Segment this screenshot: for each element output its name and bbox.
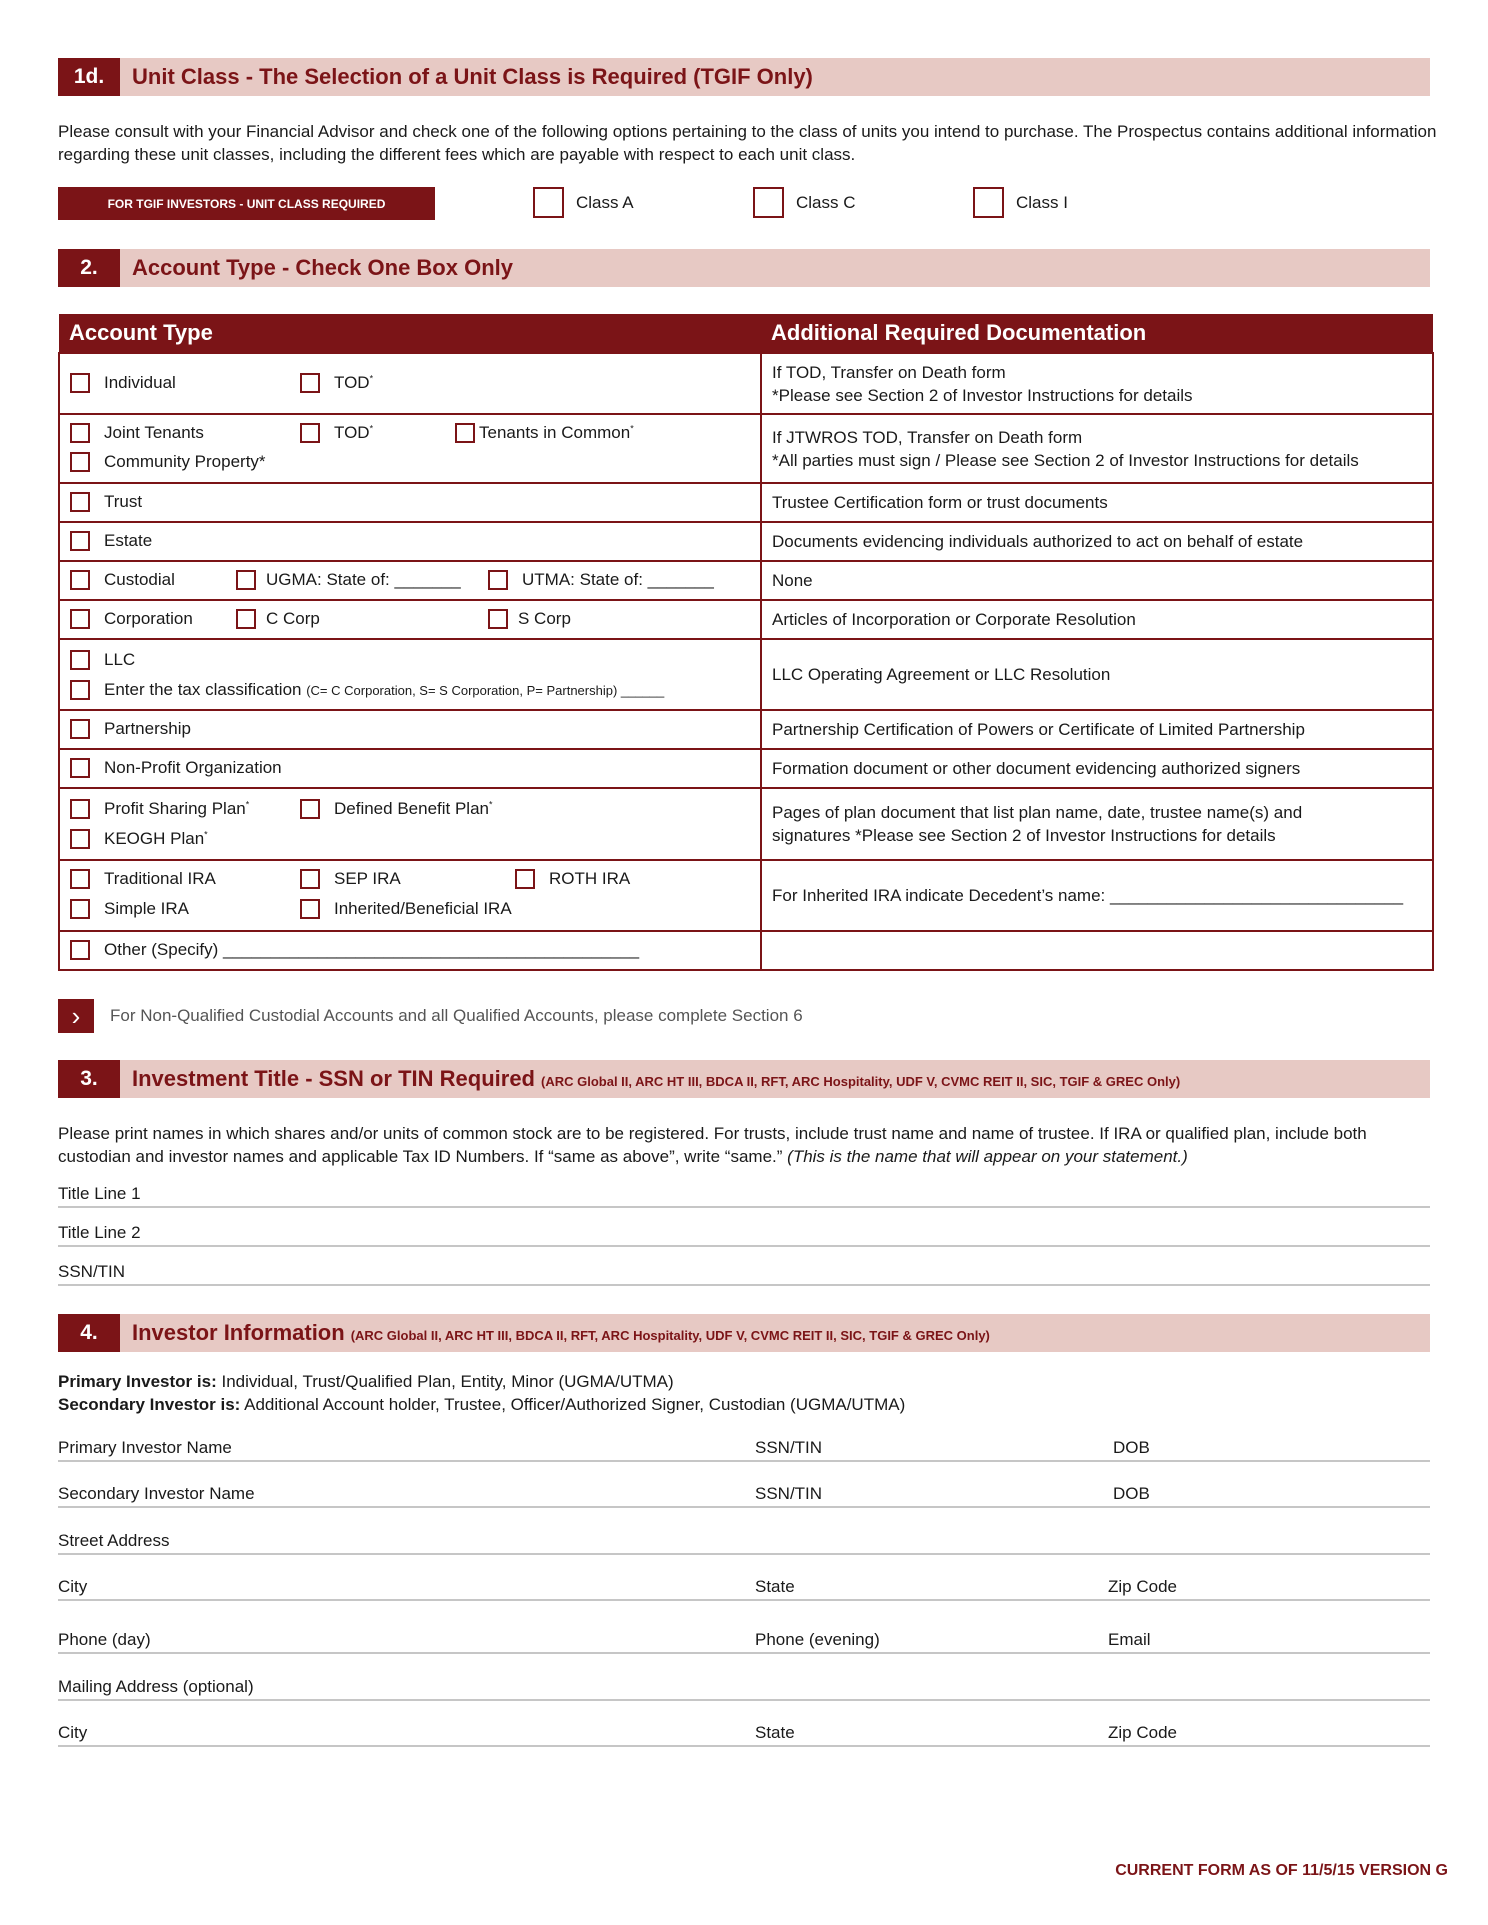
section-title-text: Investment Title - SSN or TIN Required (132, 1066, 535, 1091)
sep-ira-checkbox[interactable] (300, 869, 320, 889)
keogh-checkbox[interactable] (70, 829, 90, 849)
profit-sharing-option[interactable] (70, 799, 249, 819)
keogh-label: KEOGH Plan (104, 829, 205, 848)
other-checkbox[interactable] (70, 940, 90, 960)
trust-checkbox[interactable] (70, 492, 90, 512)
field-label: State (755, 1723, 795, 1742)
class-a-option[interactable] (533, 187, 634, 218)
ssn-tin-field[interactable] (58, 1256, 1430, 1286)
doc-joint (761, 414, 1433, 483)
sep-ira-label: SEP IRA (334, 869, 401, 888)
primary-investor-row[interactable] (58, 1432, 1430, 1462)
individual-option[interactable] (70, 373, 176, 393)
phone-email-row[interactable] (58, 1624, 1430, 1654)
field-label: DOB (1113, 1438, 1150, 1457)
tenants-in-common-label: Tenants in Common (479, 423, 631, 442)
doc-line: Pages of plan document that list plan name, date, trustee name(s) and (772, 803, 1303, 822)
doc-line: signatures *Please see Section 2 of Investor Instructions for details (772, 826, 1276, 845)
section-title-note: (ARC Global II, ARC HT III, BDCA II, RFT, ARC Hospitality, UDF V, CVMC REIT II, SIC, TGIF & GREC Only) (541, 1074, 1181, 1089)
account-type-table (58, 314, 1434, 971)
investment-title-intro (58, 1122, 1438, 1168)
asterisk-mark: * (204, 829, 208, 840)
field-label: Phone (evening) (755, 1630, 880, 1649)
tod-label: TOD (334, 373, 370, 392)
corporation-checkbox[interactable] (70, 609, 90, 629)
doc-other (761, 931, 1433, 970)
estate-option[interactable] (70, 531, 152, 551)
doc-partnership: Partnership Certification of Powers or Certificate of Limited Partnership (761, 710, 1433, 749)
field-label: SSN/TIN (755, 1438, 823, 1457)
doc-trust: Trustee Certification form or trust documents (761, 483, 1433, 522)
joint-tenants-checkbox[interactable] (70, 423, 90, 443)
city-state-zip-row[interactable] (58, 1571, 1430, 1601)
doc-individual (761, 353, 1433, 414)
asterisk-mark: * (369, 373, 374, 384)
estate-label: Estate (104, 531, 153, 550)
doc-ira[interactable]: For Inherited IRA indicate Decedent’s name: _______________________________ (761, 860, 1433, 931)
chevron-right-icon: › (58, 999, 94, 1033)
tod-checkbox[interactable] (300, 373, 320, 393)
field-label: Phone (day) (58, 1630, 151, 1649)
asterisk-mark: * (630, 423, 634, 434)
section-2-header (58, 249, 1430, 287)
llc-checkbox[interactable] (70, 650, 90, 670)
joint-tod-option[interactable] (300, 423, 373, 443)
estate-checkbox[interactable] (70, 531, 90, 551)
row-llc (59, 639, 761, 710)
row-individual (59, 353, 761, 414)
unit-class-required-label: FOR TGIF INVESTORS - UNIT CLASS REQUIRED (58, 187, 435, 220)
field-label: Zip Code (1108, 1723, 1177, 1742)
individual-label: Individual (104, 373, 176, 392)
row-trust (59, 483, 761, 522)
field-label: Title Line 2 (58, 1223, 141, 1242)
doc-estate: Documents evidencing individuals authorized to act on behalf of estate (761, 522, 1433, 561)
field-label: Primary Investor Name (58, 1438, 232, 1457)
inherited-ira-label: Inherited/Beneficial IRA (334, 899, 512, 918)
row-plans (59, 788, 761, 860)
defined-benefit-option[interactable] (300, 799, 493, 819)
inherited-ira-option[interactable] (300, 899, 512, 919)
simple-ira-option[interactable] (70, 899, 189, 919)
s-corp-option[interactable] (488, 609, 571, 629)
row-partnership (59, 710, 761, 749)
corporation-label: Corporation (104, 609, 193, 628)
non-profit-option[interactable] (70, 758, 282, 778)
unit-class-intro: Please consult with your Financial Advisor and check one of the following options pertaining to the class of units you intend to purchase. The Prospectus contains additional information regarding these unit classes, including the different fees which are payable with respect to each unit class. (58, 122, 1437, 164)
section-number: 2. (58, 249, 120, 287)
llc-label: LLC (104, 650, 136, 669)
non-profit-checkbox[interactable] (70, 758, 90, 778)
defined-benefit-label: Defined Benefit Plan (334, 799, 489, 818)
section-6-note: For Non-Qualified Custodial Accounts and all Qualified Accounts, please complete Section 6 (110, 1006, 803, 1025)
individual-checkbox[interactable] (70, 373, 90, 393)
tax-classification-option[interactable] (70, 680, 664, 700)
field-label: Email (1108, 1630, 1151, 1649)
corporation-option[interactable] (70, 609, 193, 629)
intro-italic: (This is the name that will appear on your statement.) (787, 1147, 1188, 1166)
field-label: Street Address (58, 1531, 170, 1550)
class-i-option[interactable] (973, 187, 1068, 218)
title-line-2-field[interactable] (58, 1217, 1430, 1247)
field-label: City (58, 1723, 88, 1742)
row-ira (59, 860, 761, 931)
field-label: SSN/TIN (58, 1262, 126, 1281)
section-title: Account Type - Check One Box Only (132, 255, 513, 280)
account-type-column-header: Account Type (59, 314, 761, 353)
asterisk-mark: * (369, 423, 374, 434)
row-joint (59, 414, 761, 483)
title-line-1-field[interactable] (58, 1178, 1430, 1208)
section-number: 3. (58, 1060, 120, 1098)
field-label: Zip Code (1108, 1577, 1177, 1596)
partnership-label: Partnership (104, 719, 191, 738)
doc-line: *Please see Section 2 of Investor Instructions for details (772, 385, 1193, 405)
field-label: Mailing Address (optional) (58, 1677, 254, 1696)
custodial-option[interactable] (70, 570, 175, 590)
simple-ira-checkbox[interactable] (70, 899, 90, 919)
profit-sharing-checkbox[interactable] (70, 799, 90, 819)
tod-label: TOD (334, 423, 370, 442)
c-corp-label: C Corp (266, 609, 320, 628)
doc-plans (761, 788, 1433, 860)
section-number: 1d. (58, 58, 120, 96)
section-1d-header (58, 58, 1430, 96)
trust-option[interactable] (70, 492, 142, 512)
section-title (132, 1060, 1180, 1098)
documentation-column-header: Additional Required Documentation (761, 314, 1433, 353)
partnership-checkbox[interactable] (70, 719, 90, 739)
section-3-header (58, 1060, 1430, 1098)
keogh-option[interactable] (70, 829, 208, 849)
class-c-option[interactable] (753, 187, 856, 218)
section-title-text: Investor Information (132, 1320, 345, 1345)
doc-line: If JTWROS TOD, Transfer on Death form (772, 427, 1083, 447)
doc-line: *All parties must sign / Please see Section 2 of Investor Instructions for details (772, 450, 1359, 470)
street-address-row[interactable] (58, 1525, 1430, 1555)
class-i-checkbox[interactable] (973, 187, 1004, 218)
doc-custodial: None (761, 561, 1433, 600)
row-non-profit (59, 749, 761, 788)
class-i-label: Class I (1016, 192, 1068, 212)
secondary-value: Additional Account holder, Trustee, Officer/Authorized Signer, Custodian (UGMA/UTMA) (240, 1395, 906, 1414)
roth-ira-option[interactable] (515, 869, 630, 889)
simple-ira-label: Simple IRA (104, 899, 190, 918)
other-label: Other (Specify) ____________________________________________ (104, 940, 640, 959)
community-property-checkbox[interactable] (70, 452, 90, 472)
roth-ira-checkbox[interactable] (515, 869, 535, 889)
ugma-option[interactable] (236, 570, 461, 590)
primary-value: Individual, Trust/Qualified Plan, Entity, Minor (UGMA/UTMA) (216, 1372, 674, 1391)
class-a-label: Class A (576, 192, 634, 212)
section-number: 4. (58, 1314, 120, 1352)
row-estate (59, 522, 761, 561)
section-title (132, 1314, 990, 1352)
utma-checkbox[interactable] (488, 570, 508, 590)
field-label: State (755, 1577, 795, 1596)
class-c-label: Class C (796, 192, 856, 212)
row-other (59, 931, 761, 970)
community-property-label: Community Property* (104, 452, 266, 471)
c-corp-option[interactable] (236, 609, 320, 629)
tax-classification-note: (C= C Corporation, S= S Corporation, P= Partnership) ______ (306, 683, 665, 698)
custodial-label: Custodial (104, 570, 175, 589)
non-profit-label: Non-Profit Organization (104, 758, 282, 777)
field-label: SSN/TIN (755, 1484, 823, 1503)
defined-benefit-checkbox[interactable] (300, 799, 320, 819)
traditional-ira-label: Traditional IRA (104, 869, 216, 888)
row-corporation (59, 600, 761, 639)
secondary-label: Secondary Investor is: (58, 1395, 241, 1414)
custodial-checkbox[interactable] (70, 570, 90, 590)
field-label: City (58, 1577, 88, 1596)
joint-tenants-label: Joint Tenants (104, 423, 204, 442)
community-property-option[interactable] (70, 452, 266, 472)
inherited-ira-checkbox[interactable] (300, 899, 320, 919)
utma-option[interactable] (488, 570, 714, 590)
s-corp-checkbox[interactable] (488, 609, 508, 629)
mailing-address-row[interactable] (58, 1671, 1430, 1701)
class-a-checkbox[interactable] (533, 187, 564, 218)
roth-ira-label: ROTH IRA (549, 869, 631, 888)
c-corp-checkbox[interactable] (236, 609, 256, 629)
asterisk-mark: * (245, 799, 250, 810)
joint-tenants-option[interactable] (70, 423, 204, 443)
profit-sharing-label: Profit Sharing Plan (104, 799, 246, 818)
llc-option[interactable] (70, 650, 135, 670)
mailing-city-state-zip-row[interactable] (58, 1717, 1430, 1747)
intro-text: Please print names in which shares and/or units of common stock are to be registered. For trusts, include trust name and name of trustee. If IRA or qualified plan, include both custodian and investor names and applicable Tax ID Numbers. If “same as above”, write “same.” (58, 1124, 1367, 1166)
field-label: DOB (1113, 1484, 1150, 1503)
ugma-label: UGMA: State of: _______ (266, 570, 461, 589)
form-version-footer: CURRENT FORM AS OF 11/5/15 VERSION G (1115, 1862, 1448, 1879)
tod-option[interactable] (300, 373, 373, 393)
other-option[interactable] (70, 940, 639, 960)
tax-classification-checkbox[interactable] (70, 680, 90, 700)
investor-definitions (58, 1370, 1438, 1416)
row-custodial (59, 561, 761, 600)
partnership-option[interactable] (70, 719, 191, 739)
secondary-investor-row[interactable] (58, 1478, 1430, 1508)
section-title-note: (ARC Global II, ARC HT III, BDCA II, RFT, ARC Hospitality, UDF V, CVMC REIT II, SIC, TGIF & GREC Only) (350, 1328, 990, 1343)
tenants-in-common-option[interactable] (455, 423, 634, 443)
doc-non-profit: Formation document or other document evidencing authorized signers (761, 749, 1433, 788)
tax-classification-label: Enter the tax classification (104, 680, 302, 699)
primary-label: Primary Investor is: (58, 1372, 217, 1391)
field-label: Secondary Investor Name (58, 1484, 255, 1503)
class-c-checkbox[interactable] (753, 187, 784, 218)
section-4-header (58, 1314, 1430, 1352)
section-title: Unit Class - The Selection of a Unit Class is Required (TGIF Only) (132, 64, 813, 89)
tenants-in-common-checkbox[interactable] (455, 423, 475, 443)
trust-label: Trust (104, 492, 143, 511)
doc-line: If TOD, Transfer on Death form (772, 362, 1006, 382)
field-label: Title Line 1 (58, 1184, 141, 1203)
ugma-checkbox[interactable] (236, 570, 256, 590)
traditional-ira-checkbox[interactable] (70, 869, 90, 889)
utma-label: UTMA: State of: _______ (522, 570, 714, 589)
traditional-ira-option[interactable] (70, 869, 216, 889)
doc-llc: LLC Operating Agreement or LLC Resolution (761, 639, 1433, 710)
asterisk-mark: * (489, 799, 493, 810)
doc-corporation: Articles of Incorporation or Corporate Resolution (761, 600, 1433, 639)
s-corp-label: S Corp (518, 609, 571, 628)
sep-ira-option[interactable] (300, 869, 401, 889)
joint-tod-checkbox[interactable] (300, 423, 320, 443)
